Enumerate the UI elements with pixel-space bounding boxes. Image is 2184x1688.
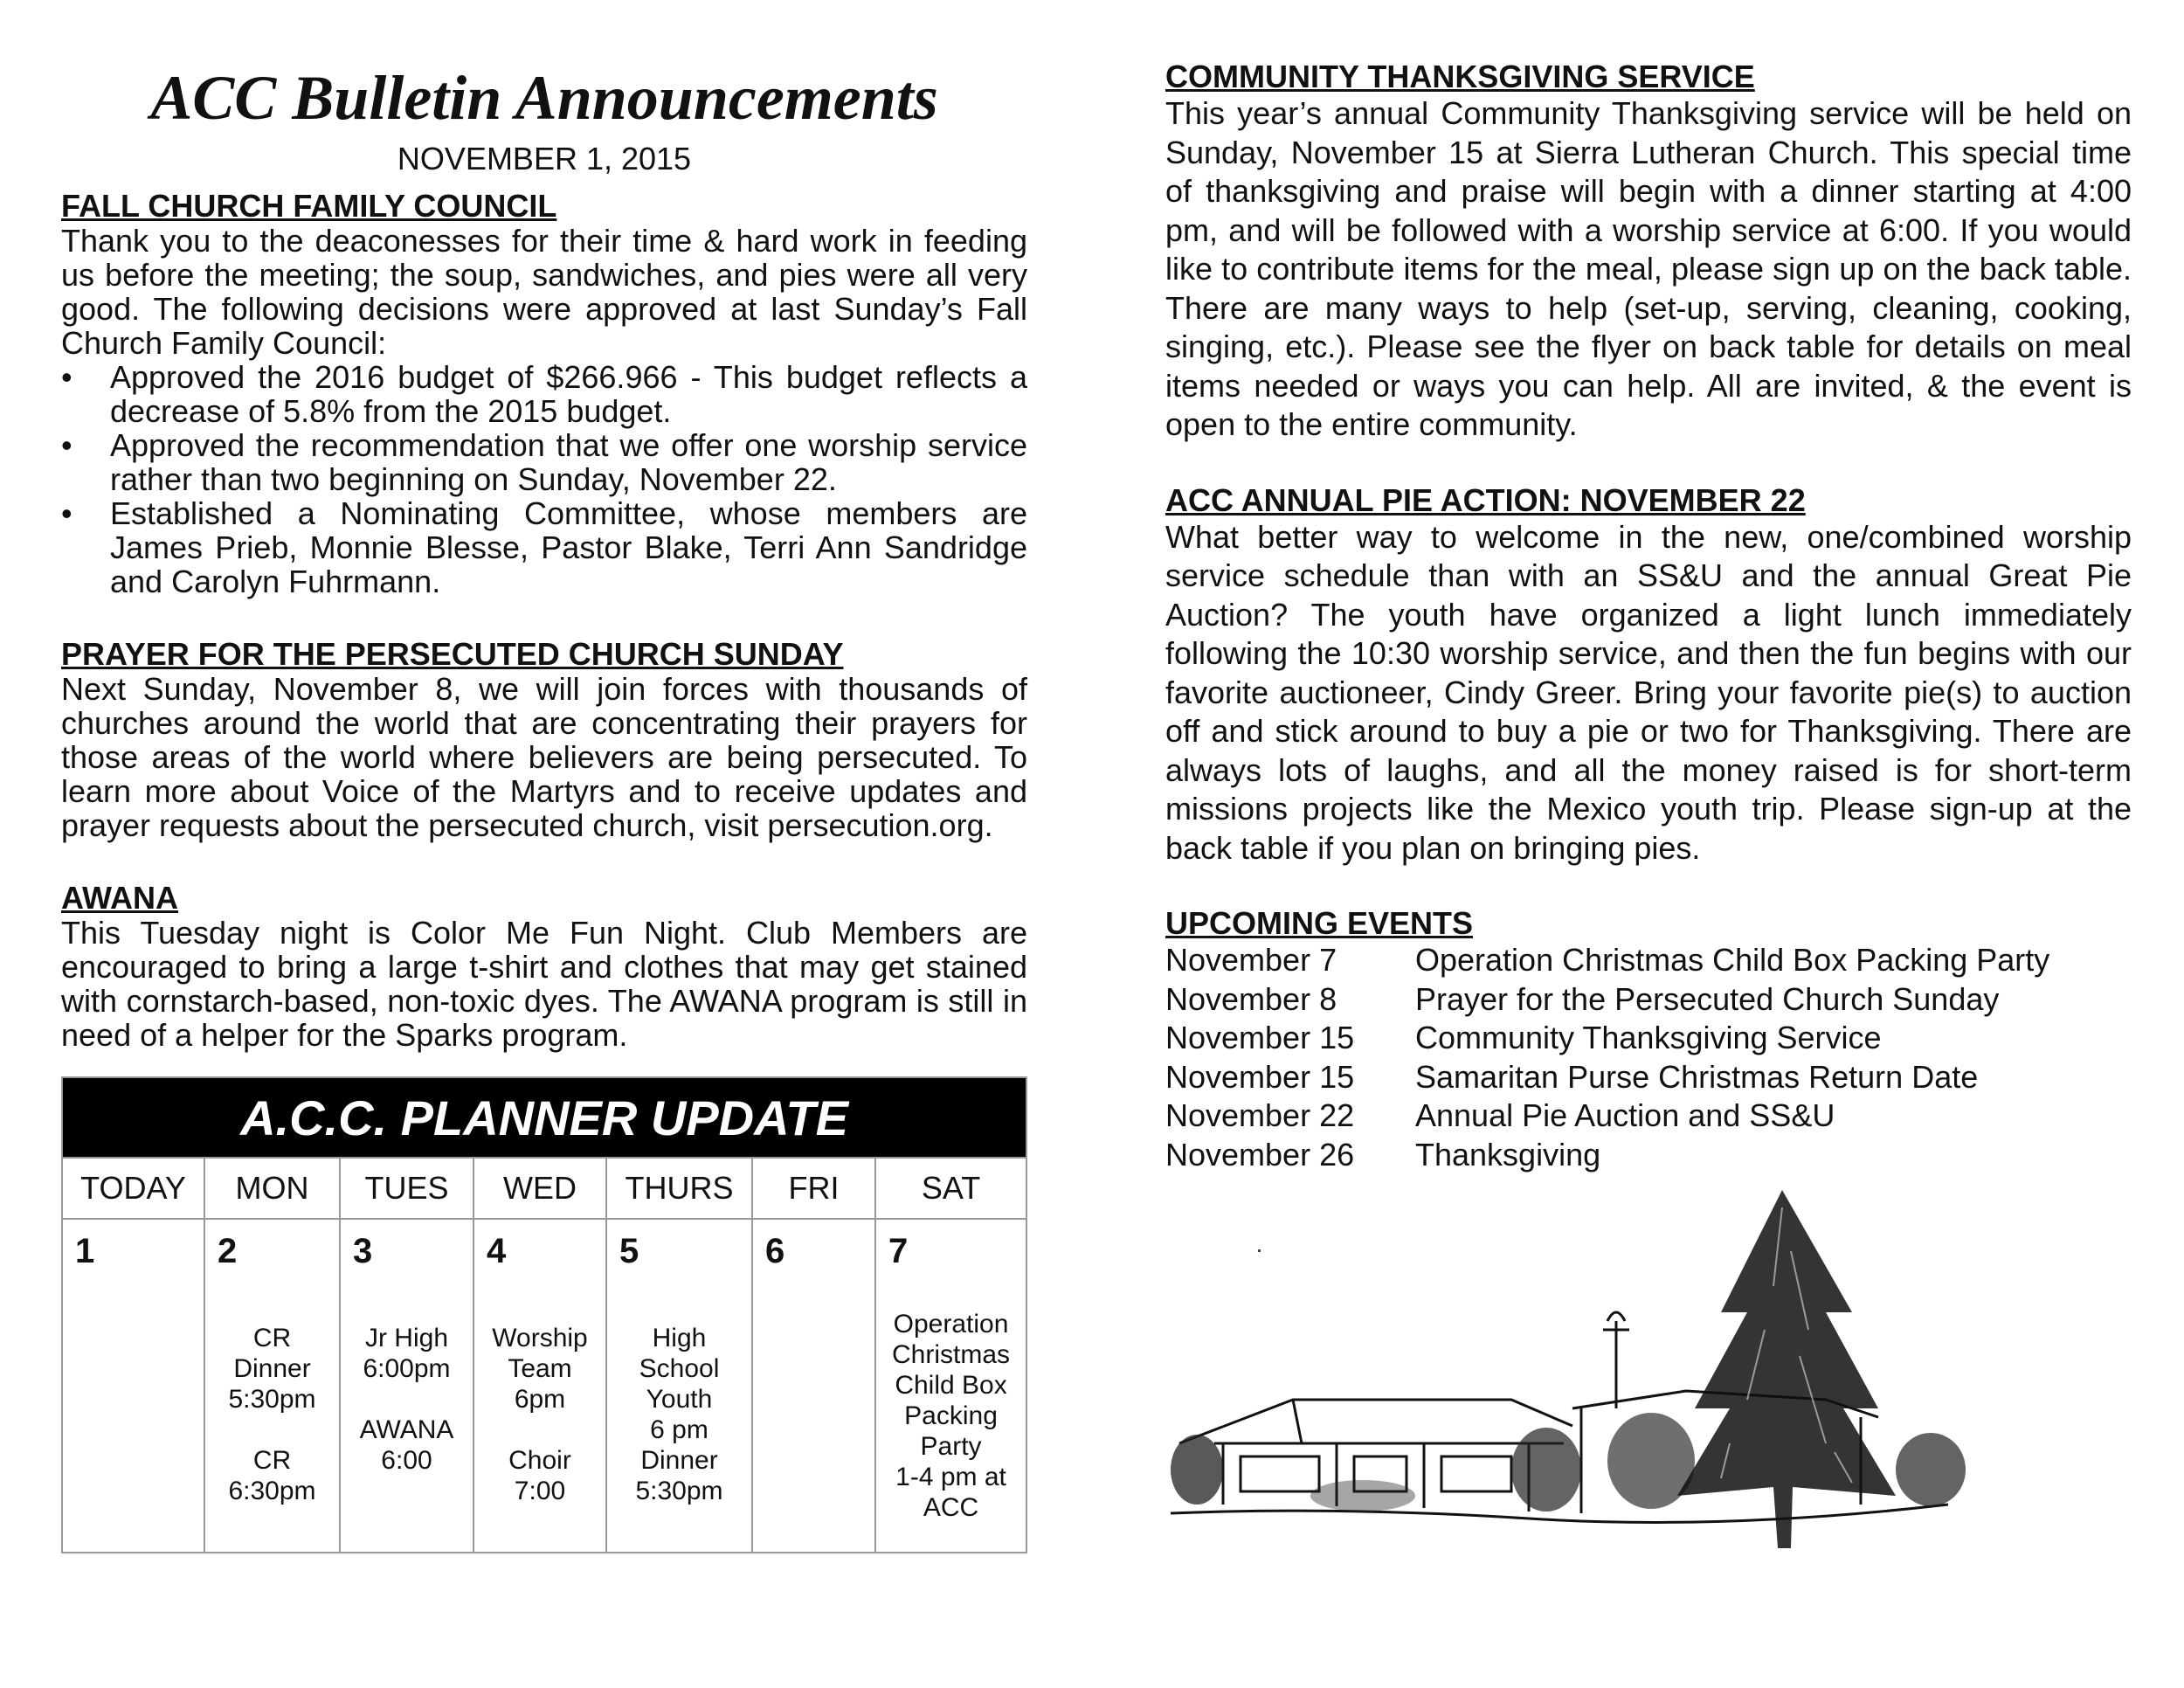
event-name: Thanksgiving [1415,1136,1601,1173]
calendar-event-line: Dinner [640,1446,718,1475]
event-date: November 22 [1165,1097,1355,1133]
calendar-event-line: Jr High [364,1324,449,1352]
event-name: Annual Pie Auction and SS&U [1415,1097,1835,1133]
list-item-text: Approved the 2016 budget of $266.966 - This budget reflects a decrease of 5.8% from the 2015 budget. [110,359,1027,429]
event-date: November 15 [1165,1020,1355,1055]
bullet-icon: • [61,427,73,463]
calendar-event-line [341,1384,473,1415]
calendar-day-number: 7 [888,1232,909,1270]
bullet-icon: • [61,495,73,531]
church-and-tree-drawing-icon [1162,1181,2001,1601]
calendar-day-number: 4 [487,1232,507,1270]
calendar-event-line: Party [920,1432,982,1461]
pie-auction-body: What better way to welcome in the new, one/combined worship service schedule than with an SS&U and the annual Great Pie Auction? The youth have organized a light lunch immediately following the 10:30 worship service, and then the fun begins with our favorite auctioneer, Cindy Greer. Bring your favorite pie(s) to auction off and stick around to buy a pie or two for Thanksgiving. There are always lots of laughs, and all the money raised is for short-term missions projects like the Mexico youth trip. Please sign-up at the back table if you plan on bringing pies. [1165,518,2132,866]
fall-council-heading: FALL CHURCH FAMILY COUNCIL [61,188,557,224]
calendar-day-events [607,1323,751,1506]
event-row [1165,1058,2132,1097]
calendar-day-number: 2 [218,1232,238,1270]
calendar-day-cell [473,1219,606,1553]
upcoming-events-heading: UPCOMING EVENTS [1165,905,1474,941]
day-header: THURS [606,1158,752,1219]
calendar-event-line: Child Box [895,1371,1007,1400]
calendar-event-line: Christmas [892,1340,1011,1369]
event-name: Prayer for the Persecuted Church Sunday [1415,980,2000,1017]
calendar-day-cell [752,1219,875,1553]
event-name: Community Thanksgiving Service [1415,1020,1882,1055]
calendar-day-events [205,1323,339,1506]
thanksgiving-section [1165,59,2132,445]
calendar-day-cell [875,1219,1026,1553]
pie-auction-heading: ACC ANNUAL PIE ACTION: NOVEMBER 22 [1165,481,1806,518]
list-item [61,496,1027,598]
fall-council-intro: Thank you to the deaconesses for their time & hard work in feeding us before the meeting; the soup, sandwiches, and pies were all very good. The following decisions were approved at last Sunday’s Fall Church Family Council: [61,223,1027,361]
calendar-event-line [205,1415,339,1445]
day-header: WED [473,1158,606,1219]
calendar-event-line: Operation [893,1310,1009,1339]
bulletin-date: NOVEMBER 1, 2015 [397,141,692,176]
list-item-text: Approved the recommendation that we offer one worship service rather than two beginning on Sunday, November 22. [110,427,1027,497]
calendar-event-line: 7:00 [514,1477,566,1505]
event-date: November 26 [1165,1136,1355,1173]
calendar-event-line: CR [252,1446,292,1475]
awana-body: This Tuesday night is Color Me Fun Night. Club Members are encouraged to bring a large t-shirt and clothes that may get stained with cornstarch-based, non-toxic dyes. The AWANA program is still in need of a helper for the Sparks program. [61,915,1027,1053]
calendar-day-events [876,1309,1026,1523]
list-item [61,428,1027,496]
list-item-text: Established a Nominating Committee, whose members are James Prieb, Monnie Blesse, Pastor Blake, Terri Ann Sandridge and Carolyn Fuhrmann. [110,495,1027,599]
calendar-event-line: Dinner [233,1354,311,1383]
page-title: ACC Bulletin Announcements [150,63,938,133]
calendar-day-events [474,1323,605,1506]
fall-council-section [61,189,1027,598]
persecuted-body: Next Sunday, November 8, we will join forces with thousands of churches around the world that are concentrating their prayers for those areas of the world where believers are being persecuted. To learn more about Voice of the Martyrs and to receive updates and prayer requests about the persecuted church, visit persecution.org. [61,671,1027,843]
calendar-day-cell [62,1219,204,1553]
left-column [61,0,1027,1052]
calendar-event-line: 1-4 pm at [895,1463,1006,1491]
planner-title: A.C.C. PLANNER UPDATE [62,1077,1026,1158]
awana-section [61,881,1027,1052]
calendar-day-number: 1 [75,1232,95,1270]
awana-heading: AWANA [61,880,178,916]
day-header: SAT [875,1158,1026,1219]
calendar-event-line: 6pm [514,1385,566,1414]
calendar-event-line: 5:30pm [228,1385,316,1414]
event-row [1165,1097,2132,1136]
planner-day-header-row [62,1158,1026,1219]
day-header: TODAY [62,1158,204,1219]
calendar-event-line: ACC [923,1493,979,1522]
calendar-event-line: CR [252,1324,292,1352]
day-header: FRI [752,1158,875,1219]
calendar-event-line: 6:00pm [363,1354,451,1383]
calendar-event-line: School [639,1354,720,1383]
calendar-day-number: 6 [765,1232,785,1270]
calendar-event-line: Choir [508,1446,571,1475]
calendar-event-line: AWANA [359,1415,454,1444]
event-row [1165,1019,2132,1058]
event-date: November 8 [1165,980,1337,1017]
events-list [1165,941,2132,1174]
calendar-event-line: 6 pm [650,1415,708,1444]
day-header: TUES [340,1158,473,1219]
calendar-event-line: High [652,1324,707,1352]
thanksgiving-heading: COMMUNITY THANKSGIVING SERVICE [1165,59,1755,94]
calendar-day-cell [204,1219,340,1553]
event-name: Operation Christmas Child Box Packing Party [1415,942,2050,978]
event-name: Samaritan Purse Christmas Return Date [1415,1058,1979,1095]
calendar-day-events [341,1323,473,1476]
calendar-event-line: 6:00 [381,1446,432,1475]
calendar-event-line: Worship [492,1324,588,1352]
calendar-event-line: 6:30pm [228,1477,316,1505]
persecuted-section [61,637,1027,842]
event-row [1165,980,2132,1020]
event-date: November 7 [1165,942,1337,978]
pie-auction-section [1165,483,2132,868]
day-header: MON [204,1158,340,1219]
list-item [61,360,1027,428]
planner-calendar-row [62,1219,1026,1553]
event-row [1165,1136,2132,1175]
calendar-day-number: 3 [353,1232,373,1270]
calendar-event-line: 5:30pm [635,1477,723,1505]
thanksgiving-body: This year’s annual Community Thanksgiving service will be held on Sunday, November 15 at Sierra Lutheran Church. This special time of thanksgiving and praise will begin with a dinner starting at 4:00 pm, and will be followed with a worship service at 6:00. If you would like to contribute items for the meal, please sign up on the back table. There are many ways to help (set-up, serving, cleaning, cooking, singing, etc.). Please see the flyer on back table for details on meal items needed or ways you can help. All are invited, & the event is open to the entire community. [1165,95,2132,442]
persecuted-heading: PRAYER FOR THE PERSECUTED CHURCH SUNDAY [61,636,844,672]
event-date: November 15 [1165,1058,1355,1095]
planner-table [61,1076,1027,1553]
calendar-event-line: Youth [646,1385,713,1414]
calendar-day-cell [340,1219,473,1553]
right-column [1165,59,2132,1174]
fall-council-list [61,360,1027,598]
bullet-icon: • [61,359,73,395]
calendar-event-line [474,1415,605,1445]
event-row [1165,941,2132,980]
upcoming-events-section [1165,906,2132,1174]
calendar-event-line: Team [508,1354,572,1383]
calendar-event-line: Packing [904,1401,998,1430]
calendar-day-number: 5 [619,1232,639,1270]
calendar-day-cell [606,1219,752,1553]
